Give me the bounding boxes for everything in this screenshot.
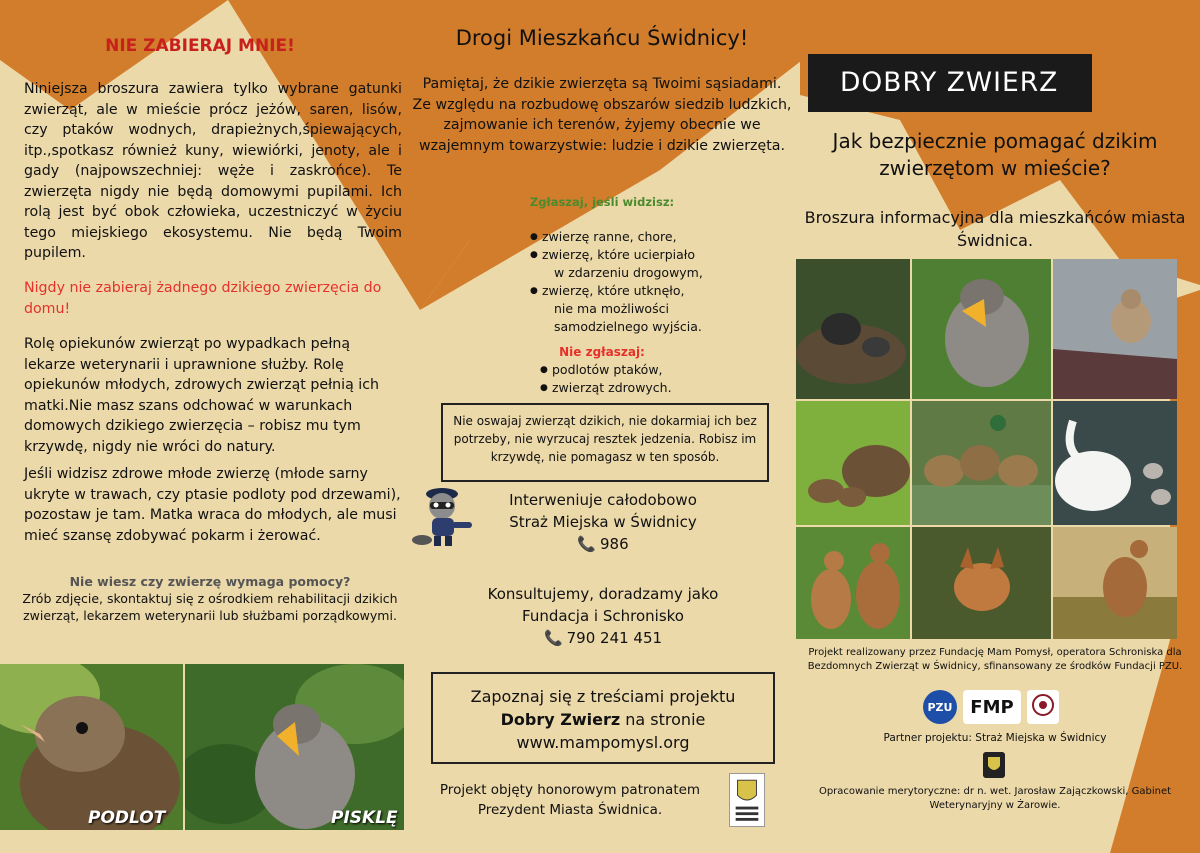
help-question <box>20 573 400 624</box>
photo-fledgling-label: PODLOT <box>88 808 166 828</box>
website-suffix: na stronie <box>620 710 706 729</box>
service-line1: Interweniuje całodobowo <box>509 491 697 509</box>
photo-swans <box>1053 401 1177 525</box>
project-credits: Projekt realizowany przez Fundację Mam Pomysł, operatora Schroniska dla Bezdomnych Zwierząt w Świdnicy, sfinansowany ze środków Fundacji PZU. <box>807 647 1183 672</box>
photo-fledgling <box>0 664 183 830</box>
list-item: ● podlotów ptaków, <box>540 361 672 379</box>
photo-nestling-gray <box>912 259 1051 399</box>
service-phone[interactable]: 986 <box>600 535 629 553</box>
shelter-logo-icon <box>1027 690 1059 724</box>
notice-box: Nie oswajaj zwierząt dzikich, nie dokarmiaj ich bez potrzeby, nie wyrzucaj resztek jedzenia. Robisz im krzywdę, nie pomagasz w ten sposób. <box>441 403 769 482</box>
left-paragraph-species: Niniejsza broszura zawiera tylko wybrane gatunki zwierząt, ale w mieście prócz jeżów, saren, lisów, czy ptaków wodnych, drapieżnych,śpiewających, itp.,spotkasz również kuny, wiewiórki, jenoty, ale i gady (najpowszechniej: węże i zaskrońce). Te zwierzęta nigdy nie będą domowymi pupilami. Ich rolą jest być obok człowieka, uczestniczyć w życiu tego miejskiego ekosystemu. Nie będą Twoim pupilem. <box>24 81 402 261</box>
noreport-heading: Nie zgłaszaj: <box>559 345 645 359</box>
middle-intro: Pamiętaj, że dzikie zwierzęta są Twoimi sąsiadami. Ze względu na rozbudowę obszarów siedzib ludzkich, zajmowanie ich terenów, żyjemy obecnie we wzajemnym towarzystwie: ludzie i dzikie zwierzęta. <box>412 76 792 154</box>
report-heading: Zgłaszaj, jeśli widzisz: <box>529 195 675 209</box>
photo-nestling <box>185 664 404 830</box>
sponsor-logos <box>923 689 1068 725</box>
website-line1: Zapoznaj się z treściami projektu <box>470 687 736 706</box>
photo-hedgehogs <box>796 401 910 525</box>
photo-ducks <box>912 401 1051 525</box>
service-info <box>476 489 730 555</box>
left-paragraph-young: Jeśli widzisz zdrowe młode zwierzę (młode sarny ukryte w trawach, czy ptasie podloty pod drzewami), pozostaw je tam. Matka wraca do młodych, ale musi mieć szansę zdobywać pokarm i żerować. <box>24 466 401 544</box>
photo-roe-deer <box>1053 527 1177 639</box>
project-partner: Partner projektu: Straż Miejska w Świdnicy <box>883 732 1107 744</box>
consult-info <box>460 583 746 649</box>
brochure-title: DOBRY ZWIERZ <box>808 54 1092 112</box>
list-item: ● zwierząt zdrowych. <box>540 379 672 397</box>
website-url[interactable]: www.mampomysl.org <box>516 733 690 752</box>
list-item: ● zwierzę ranne, chore, <box>530 228 703 246</box>
brochure-subtitle: Broszura informacyjna dla mieszkańców miasta Świdnica. <box>804 208 1186 250</box>
consult-line1: Konsultujemy, doradzamy jako <box>487 585 719 603</box>
photo-nestling-label: PISKLĘ <box>331 808 398 828</box>
service-line2: Straż Miejska w Świdnicy <box>509 513 697 531</box>
noreport-list <box>540 361 672 397</box>
photo-kestrel-chick <box>1053 259 1177 399</box>
consult-line2: Fundacja i Schronisko <box>522 607 684 625</box>
left-heading: NIE ZABIERAJ MNIE! <box>105 36 295 56</box>
content-authors: Opracowanie merytoryczne: dr n. wet. Jarosław Zajączkowski, Gabinet Weterynaryjny w Żarowie. <box>818 786 1172 811</box>
patronage <box>420 780 720 820</box>
left-paragraph-caretakers: Rolę opiekunów zwierząt po wypadkach pełną lekarze weterynarii i uprawnione służby. Rolę opiekunów młodych, zdrowych zwierząt pełnią ich matki.Nie masz szans odchować w warunkach domowych dzikiego zwierzęcia – robisz mu tym krzywdę, nigdy nie wróci do natury. <box>24 336 380 455</box>
consult-phone[interactable]: 790 241 451 <box>566 629 663 647</box>
city-guard-badge-icon <box>983 752 1005 778</box>
patronage-badge-icon <box>729 773 765 827</box>
list-item: w zdarzeniu drogowym, <box>554 265 703 280</box>
list-item: samodzielnego wyjścia. <box>554 319 702 334</box>
photo-grid <box>796 259 1179 641</box>
project-name: Dobry Zwierz <box>500 710 621 729</box>
list-item: nie ma możliwości <box>554 301 669 316</box>
main-question: Jak bezpiecznie pomagać dzikim zwierzętom w mieście? <box>832 129 1158 180</box>
pzu-logo: PZU <box>923 690 957 724</box>
raccoon-mascot-icon <box>412 482 478 550</box>
report-list <box>530 228 703 336</box>
phone-icon: 📞 <box>577 535 597 553</box>
middle-heading: Drogi Mieszkańcu Świdnicy! <box>455 26 749 50</box>
list-item: ● zwierzę, które ucierpiało <box>530 246 703 264</box>
website-box <box>431 672 775 764</box>
left-warning: Nigdy nie zabieraj żadnego dzikiego zwierzęcia do domu! <box>24 280 382 317</box>
help-question-title: Nie wiesz czy zwierzę wymaga pomocy? <box>69 574 351 589</box>
phone-icon: 📞 <box>543 629 563 647</box>
photo-bird-nest <box>796 259 910 399</box>
fmp-logo: FMP <box>963 690 1021 724</box>
photo-fawns <box>796 527 910 639</box>
photo-fox-cub <box>912 527 1051 639</box>
help-question-text: Zrób zdjęcie, skontaktuj się z ośrodkiem rehabilitacji dzikich zwierząt, lekarzem weterynarii lub służbami porządkowymi. <box>22 591 398 623</box>
list-item: ● zwierzę, które utknęło, <box>530 282 703 300</box>
patron-line1: Projekt objęty honorowym patronatem <box>439 782 701 798</box>
patron-line2: Prezydent Miasta Świdnica. <box>477 802 663 818</box>
